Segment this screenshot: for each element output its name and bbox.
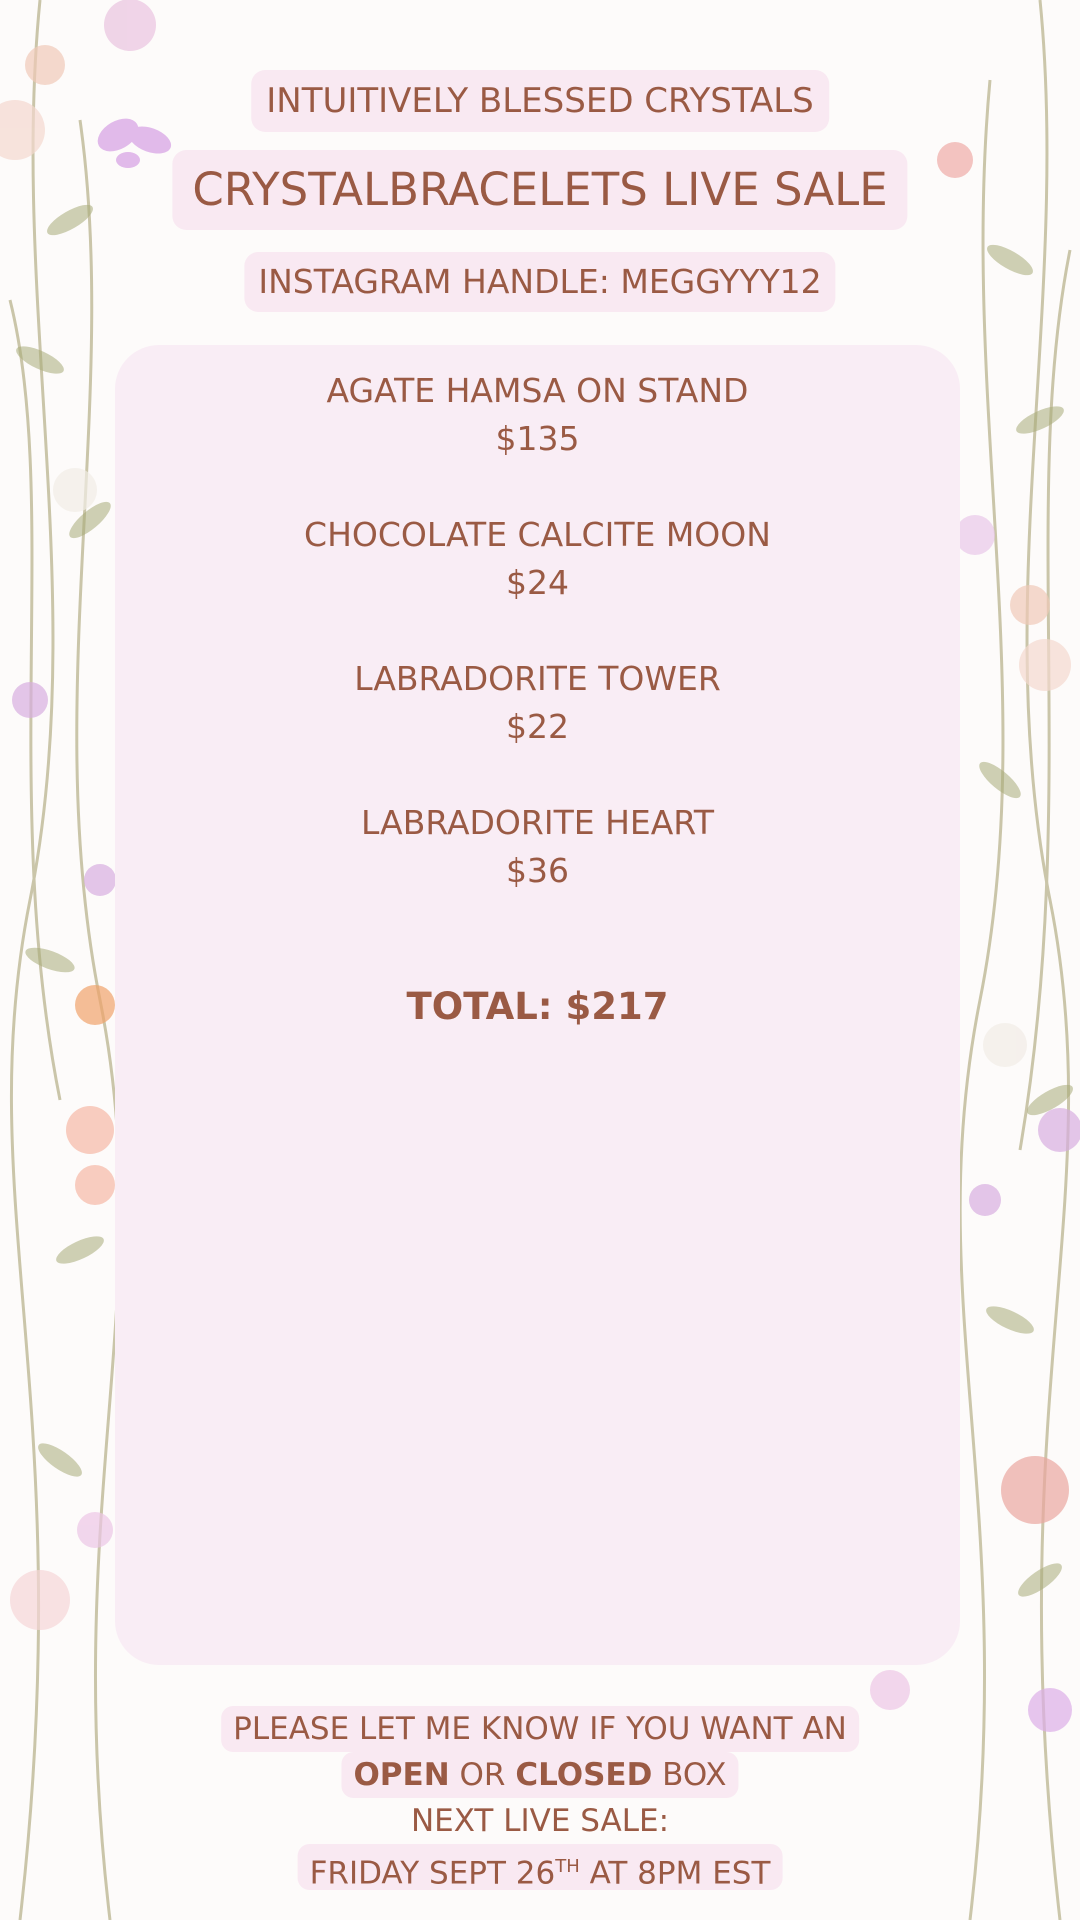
box-options-text [341,1752,738,1798]
item-name: AGATE HAMSA ON STAND [326,371,749,410]
or-label: OR [449,1757,516,1793]
item-price: $36 [506,851,569,890]
item-price: $135 [495,419,580,458]
date-suffix: TH [555,1856,580,1877]
date-prefix: FRIDAY SEPT 26 [309,1855,556,1892]
list-item [115,655,960,751]
item-price: $24 [506,563,569,602]
box-request-text: PLEASE LET ME KNOW IF YOU WANT AN [221,1706,859,1752]
brand-name: INTUITIVELY BLESSED CRYSTALS [251,70,829,132]
item-name: LABRADORITE HEART [361,803,714,842]
date-rest: AT 8PM EST [579,1855,771,1892]
item-name: CHOCOLATE CALCITE MOON [304,515,771,554]
open-label: OPEN [353,1757,450,1793]
item-name: LABRADORITE TOWER [354,659,721,698]
next-sale-date [298,1844,783,1890]
closed-label: CLOSED [515,1757,653,1793]
box-label: BOX [652,1757,727,1793]
list-item [115,367,960,463]
item-price: $22 [506,707,569,746]
next-sale-label: NEXT LIVE SALE: [410,1803,670,1839]
list-item [115,799,960,895]
sale-items-panel [115,345,960,1665]
page-title: CRYSTALBRACELETS LIVE SALE [172,150,907,230]
order-total: TOTAL: $217 [406,985,669,1028]
list-item [115,511,960,607]
instagram-handle: INSTAGRAM HANDLE: MEGGYYY12 [244,252,835,312]
